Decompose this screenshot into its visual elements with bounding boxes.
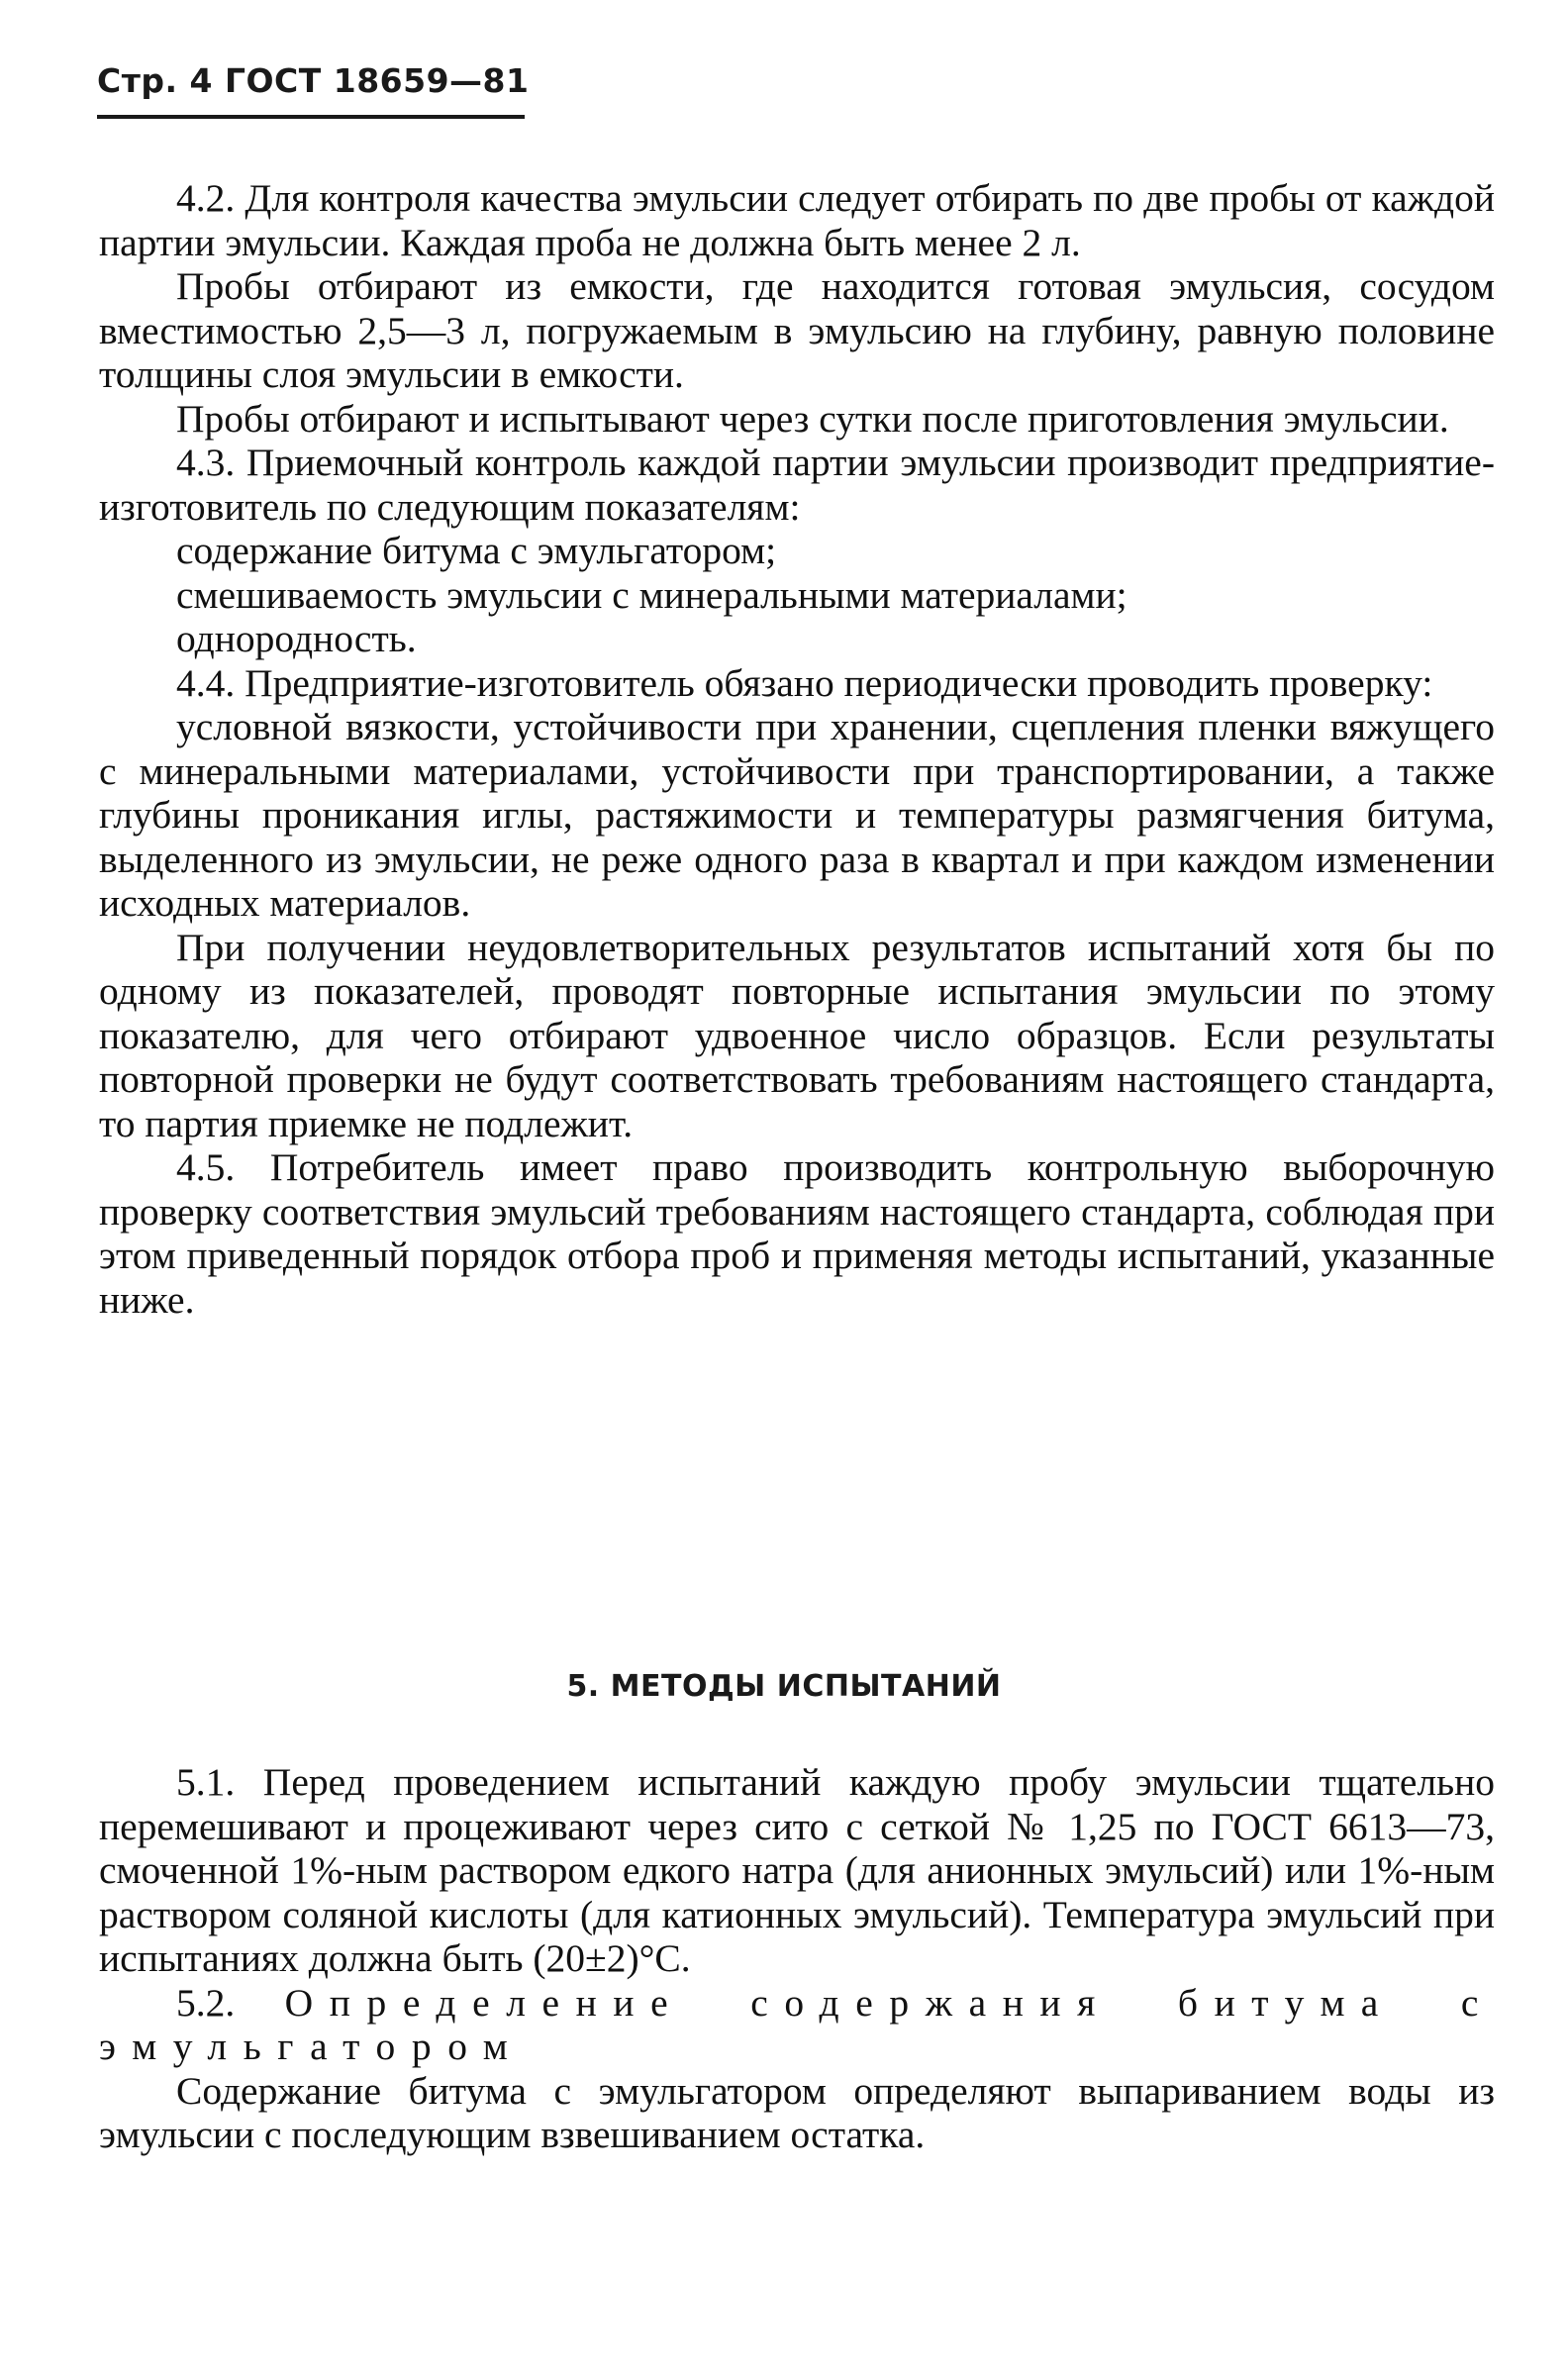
paragraph-5-2-spaced-title: Определение содержания битума с эмульгатором bbox=[99, 1980, 1495, 2068]
list-item: смешиваемость эмульсии с минеральными материалами; bbox=[176, 572, 1127, 617]
paragraph-4-2: 4.2. Для контроля качества эмульсии следует отбирать по две пробы от каждой партии эмульсии. Каждая проба не должна быть менее 2 л. bbox=[99, 176, 1495, 264]
section-5-heading: 5. МЕТОДЫ ИСПЫТАНИЙ bbox=[566, 1669, 1002, 1704]
page-header: Стр. 4 ГОСТ 18659—81 bbox=[97, 61, 530, 100]
paragraph-5-2-number: 5.2. bbox=[176, 1980, 236, 2025]
list-item: содержание битума с эмульгатором; bbox=[176, 529, 777, 572]
paragraph-4-4-checks: условной вязкости, устойчивости при хранении, сцепления пленки вяжущего с минеральными материалами, устойчивости при транспортировании, а также глубины проникания иглы, растяжимости и температуры размягчения битума, выделенного из эмульсии, не реже одного раза в квартал и при каждом изменении исходных материалов. bbox=[99, 705, 1495, 925]
paragraph-5-2-body: Содержание битума с эмульгатором определяют выпариванием воды из эмульсии с последующим взвешиванием остатка. bbox=[99, 2068, 1495, 2156]
paragraph-4-2-sampling: Пробы отбирают из емкости, где находится готовая эмульсия, сосудом вместимостью 2,5—3 л, погружаемым в эмульсию на глубину, равную половине толщины слоя эмульсии в емкости. bbox=[99, 264, 1495, 396]
paragraph-5-1: 5.1. Перед проведением испытаний каждую пробу эмульсии тщательно перемешивают и процеживают через сито с сеткой № 1,25 по ГОСТ 6613—73, смоченной 1%-ным раствором едкого натра (для анионных эмульсий) или 1%-ным раствором соляной кислоты (для катионных эмульсий). Температура эмульсий при испытаниях должна быть (20±2)°С. bbox=[99, 1760, 1495, 1980]
paragraph-4-4-retest: При получении неудовлетворительных результатов испытаний хотя бы по одному из показателей, проводят повторные испытания эмульсии по этому показателю, для чего отбирают удвоенное число образцов. Если результаты повторной проверки не будут соответствовать требованиям настоящего стандарта, то партия приемке не подлежит. bbox=[99, 925, 1495, 1145]
section-4-text bbox=[99, 176, 1495, 1322]
paragraph-4-2-timing: Пробы отбирают и испытывают через сутки после приготовления эмульсии. bbox=[176, 396, 1449, 441]
header-rule bbox=[97, 115, 525, 119]
paragraph-5-2-title bbox=[99, 1981, 1495, 2069]
list-item: однородность. bbox=[176, 617, 417, 660]
paragraph-4-4: 4.4. Предприятие-изготовитель обязано периодически проводить проверку: bbox=[176, 660, 1433, 705]
paragraph-4-5: 4.5. Потребитель имеет право производить контрольную выборочную проверку соответствия эмульсий требованиям настоящего стандарта, соблюдая при этом приведенный порядок отбора проб и применяя методы испытаний, указанные ниже. bbox=[99, 1145, 1495, 1322]
section-5-text bbox=[99, 1760, 1495, 2157]
paragraph-4-3: 4.3. Приемочный контроль каждой партии эмульсии производит предприятие-изготовитель по следующим показателям: bbox=[99, 441, 1495, 529]
